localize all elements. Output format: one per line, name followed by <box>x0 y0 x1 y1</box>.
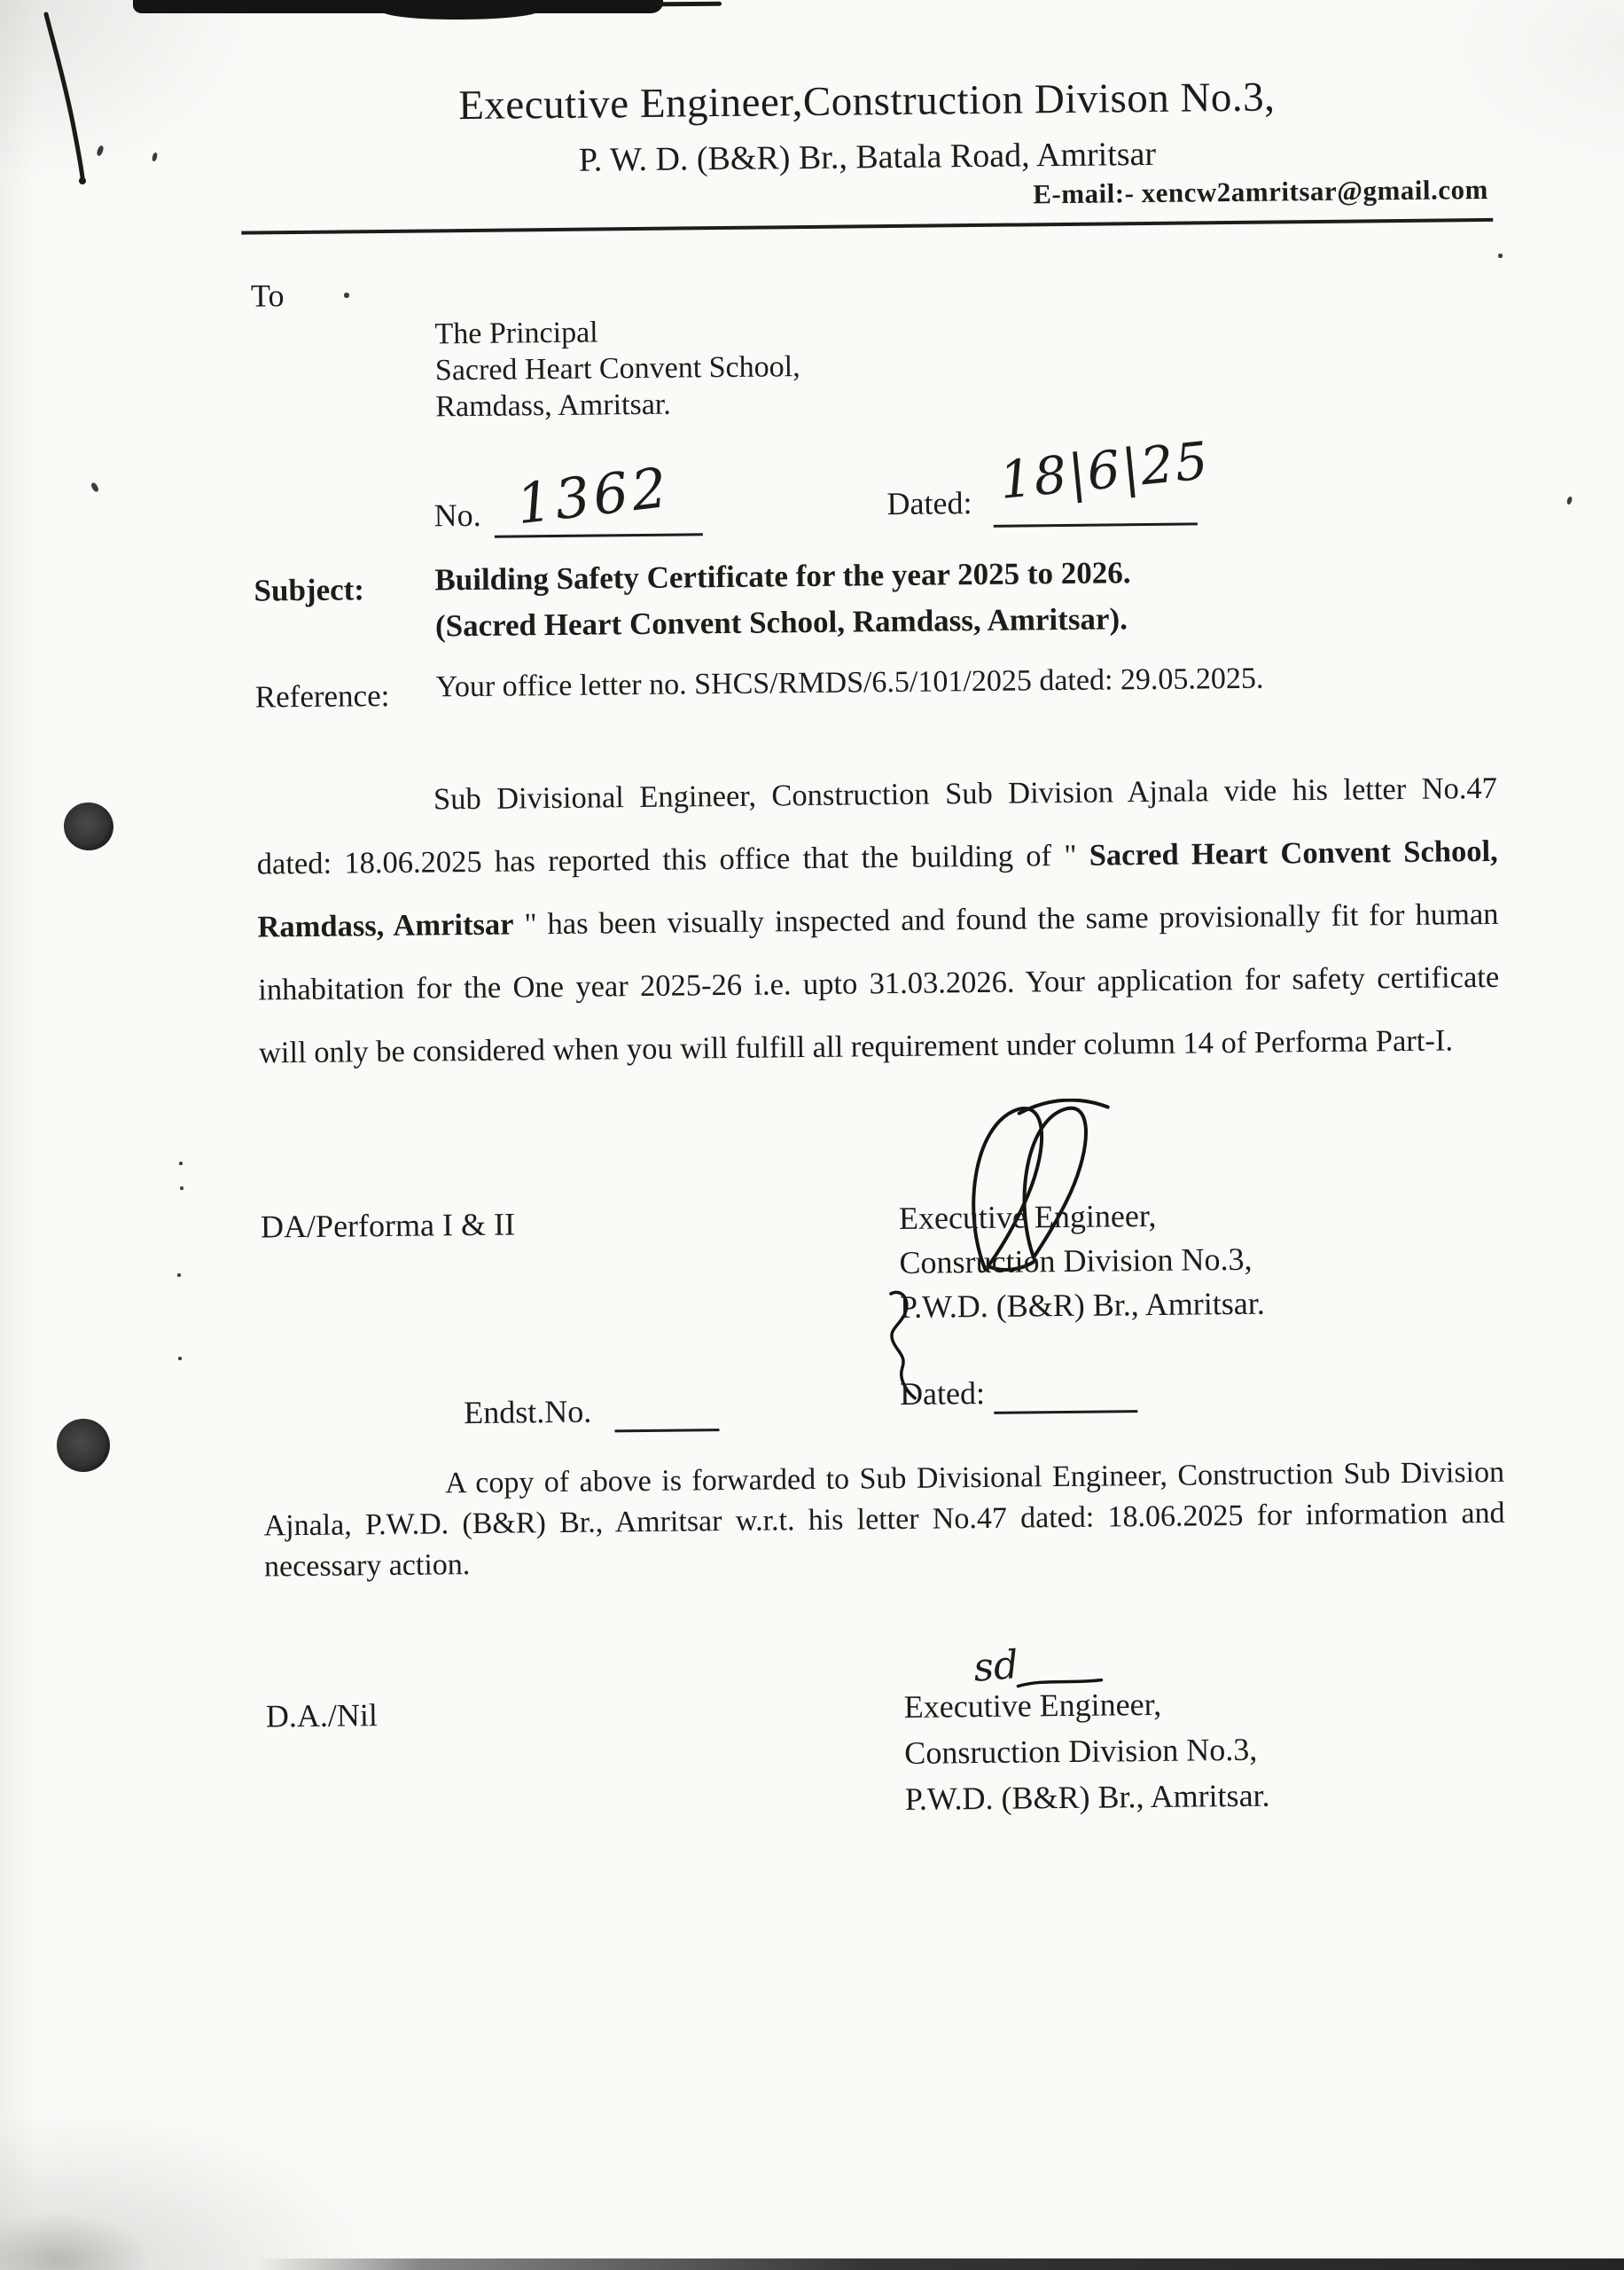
addressee-salutation: To <box>250 278 285 314</box>
endst-no-label: Endst.No. <box>464 1393 592 1431</box>
addressee-block <box>434 312 800 425</box>
subject-line2: (Sacred Heart Convent School, Ramdass, Amritsar). <box>434 601 1128 644</box>
reference-label: Reference: <box>254 677 390 715</box>
signatory-title: Executive Engineer, <box>903 1686 1162 1725</box>
signatory-division: Consruction Division No.3, <box>899 1241 1253 1280</box>
endst-dated-label: Dated: <box>899 1374 986 1412</box>
body-paragraph-bold-school-name: Sacred Heart Convent School, Ramdass, Amritsar <box>257 834 1498 944</box>
letterhead-email: E-mail:- xencw2amritsar@gmail.com <box>1033 173 1489 210</box>
signature-block-2 <box>903 1680 1269 1822</box>
body-paragraph-text: Sub Divisional Engineer, Construction Sub Division Ajnala vide his letter No.47 dated: 18.06.2025 has reported this office that the building of " <box>256 771 1498 881</box>
signatory-title: Executive Engineer, <box>898 1197 1157 1236</box>
subject-label: Subject: <box>254 572 365 608</box>
addressee-line: Sacred Heart Convent School, <box>434 350 800 387</box>
letter-no-handwritten-value: 1362 <box>512 454 674 537</box>
forwarding-paragraph: A copy of above is forwarded to Sub Divisional Engineer, Construction Sub Division Ajnala, P.W.D. (B&R) Br., Amritsar w.r.t. his letter No.47 dated: 18.06.2025 for information and necessary action. <box>263 1455 1505 1584</box>
enclosure-note-performa: DA/Performa I & II <box>260 1206 516 1245</box>
signatory-department: P.W.D. (B&R) Br., Amritsar. <box>904 1777 1270 1817</box>
letter-dated-label: Dated: <box>886 485 972 522</box>
sd-handwritten-mark: sd <box>972 1641 1021 1691</box>
body-paragraph-text: " has been visually inspected and found the same provisionally fit for human inhabitation for the One year 2025-26 i.e. upto 31.03.2026. Your application for safety certificate will only be considered when you will fulfill all requirement under column 14 of Performa Part-I. <box>258 896 1500 1070</box>
letterhead-office-address: P. W. D. (B&R) Br., Batala Road, Amritsar <box>578 135 1157 179</box>
reference-text: Your office letter no. SHCS/RMDS/6.5/101/2025 dated: 29.05.2025. <box>435 661 1264 704</box>
signatory-division: Consruction Division No.3, <box>904 1731 1258 1771</box>
endst-dated-underline <box>994 1410 1137 1414</box>
endst-no-underline <box>614 1429 719 1432</box>
enclosure-note-nil: D.A./Nil <box>265 1697 379 1734</box>
addressee-line: The Principal <box>434 316 598 351</box>
letter-no-label: No. <box>433 497 481 534</box>
letterhead-divider-rule <box>241 218 1493 235</box>
letter-dated-underline <box>994 522 1198 527</box>
body-paragraph <box>256 757 1501 1085</box>
subject-line1: Building Safety Certificate for the year 2025 to 2026. <box>434 555 1131 598</box>
letterhead-office-title: Executive Engineer,Construction Divison No.3, <box>457 74 1276 129</box>
addressee-line: Ramdass, Amritsar. <box>435 387 671 424</box>
letter-dated-handwritten-value: 18|6|25 <box>996 430 1213 511</box>
signatory-department: P.W.D. (B&R) Br., Amritsar. <box>899 1285 1265 1325</box>
